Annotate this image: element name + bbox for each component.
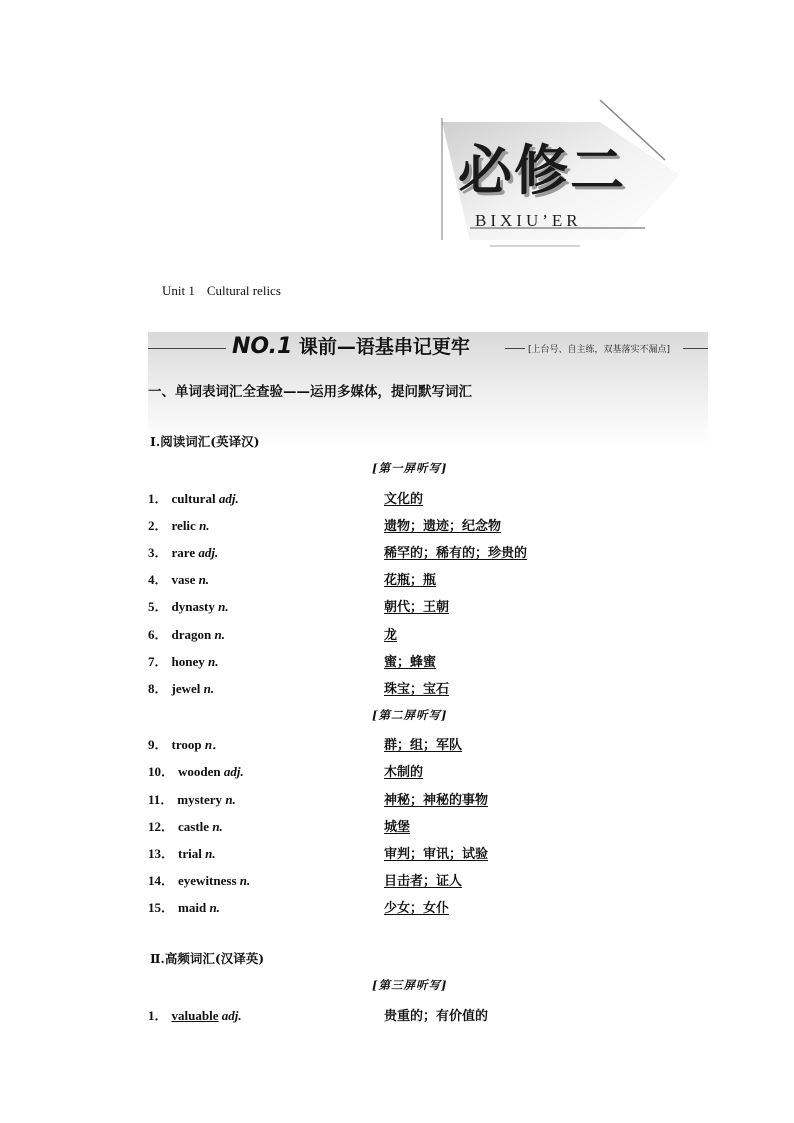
group-label: [第一屏听写] bbox=[372, 461, 448, 475]
group-label: [第三屏听写] bbox=[372, 978, 448, 992]
group-label: [第二屏听写] bbox=[372, 708, 448, 722]
vocab-meaning: 珠宝；宝石 bbox=[384, 682, 450, 697]
vocab-term: 11． mystery n. bbox=[148, 792, 236, 807]
vocab-meaning: 朝代；王朝 bbox=[384, 600, 450, 615]
volume-title: 必修二 bbox=[458, 139, 626, 202]
part-heading: 一、单词表词汇全查验——运用多媒体，提问默写词汇 bbox=[148, 384, 472, 400]
unit-heading bbox=[162, 283, 281, 299]
section-number: NO.1 bbox=[232, 334, 293, 359]
vocab-row bbox=[148, 596, 708, 616]
vocab-row bbox=[148, 897, 708, 917]
vocab-row bbox=[148, 488, 708, 508]
vocab-term: 4． vase n. bbox=[148, 572, 210, 587]
vocab-meaning: 贵重的；有价值的 bbox=[384, 1009, 489, 1024]
vocab-term: 10． wooden adj. bbox=[148, 764, 244, 779]
vocab-meaning: 审判；审讯；试验 bbox=[384, 847, 489, 862]
vocab-term: 6． dragon n. bbox=[148, 627, 225, 642]
section-title bbox=[232, 332, 470, 362]
vocab-meaning: 群；组；军队 bbox=[384, 738, 463, 753]
vocab-meaning: 城堡 bbox=[384, 820, 411, 835]
vocab-term: 8． jewel n. bbox=[148, 681, 215, 696]
band-divider bbox=[505, 348, 525, 349]
vocab-meaning: 龙 bbox=[384, 628, 398, 643]
vocab-meaning: 神秘；神秘的事物 bbox=[384, 793, 489, 808]
section-title-text: 课前—语基串记更牢 bbox=[298, 336, 470, 358]
band-divider bbox=[148, 348, 226, 349]
vocab-row bbox=[148, 761, 708, 781]
vocab-term: 1． cultural adj. bbox=[148, 491, 239, 506]
vocab-meaning: 蜜；蜂蜜 bbox=[384, 655, 437, 670]
vocab-meaning: 少女；女仆 bbox=[384, 901, 450, 916]
vocab-term: 14． eyewitness n. bbox=[148, 873, 251, 888]
vocab-row bbox=[148, 734, 708, 754]
band-divider bbox=[683, 348, 708, 349]
vocab-row bbox=[148, 651, 708, 671]
vocab-row bbox=[148, 870, 708, 890]
vocab-meaning: 稀罕的；稀有的；珍贵的 bbox=[384, 546, 528, 561]
vocab-term: 2． relic n. bbox=[148, 518, 210, 533]
unit-name: Cultural relics bbox=[206, 283, 281, 298]
vocab-row bbox=[148, 542, 708, 562]
vocab-row bbox=[148, 816, 708, 836]
vocab-row bbox=[148, 1005, 708, 1025]
vocab-row bbox=[148, 789, 708, 809]
vocab-meaning: 木制的 bbox=[384, 765, 424, 780]
vocab-row bbox=[148, 678, 708, 698]
unit-label: Unit 1 bbox=[162, 283, 195, 298]
vocab-meaning: 文化的 bbox=[384, 492, 424, 507]
vocab-term: 15． maid n. bbox=[148, 900, 220, 915]
vocab-row bbox=[148, 515, 708, 535]
vocab-term: 12． castle n. bbox=[148, 819, 223, 834]
vocab-meaning: 遗物；遗迹；纪念物 bbox=[384, 519, 502, 534]
vocab-meaning: 花瓶；瓶 bbox=[384, 573, 437, 588]
vocab-term: 13． trial n. bbox=[148, 846, 216, 861]
high-freq-vocab-heading: Ⅱ.高频词汇(汉译英) bbox=[150, 951, 265, 966]
vocab-row bbox=[148, 569, 708, 589]
vocab-row bbox=[148, 624, 708, 644]
vocab-term: 3． rare adj. bbox=[148, 545, 219, 560]
vocab-row bbox=[148, 843, 708, 863]
vocab-term: 9． troop n． bbox=[148, 737, 226, 752]
vocab-term: 1． valuable adj. bbox=[148, 1008, 242, 1023]
vocab-term: 7． honey n. bbox=[148, 654, 219, 669]
vocab-term: 5． dynasty n. bbox=[148, 599, 229, 614]
vocab-meaning: 目击者；证人 bbox=[384, 874, 463, 889]
reading-vocab-heading: Ⅰ.阅读词汇(英译汉) bbox=[150, 434, 260, 449]
section-hint: [上台号、自主练，双基落实不漏点] bbox=[528, 345, 671, 355]
volume-subtitle: BIXIU’ER bbox=[475, 211, 582, 230]
